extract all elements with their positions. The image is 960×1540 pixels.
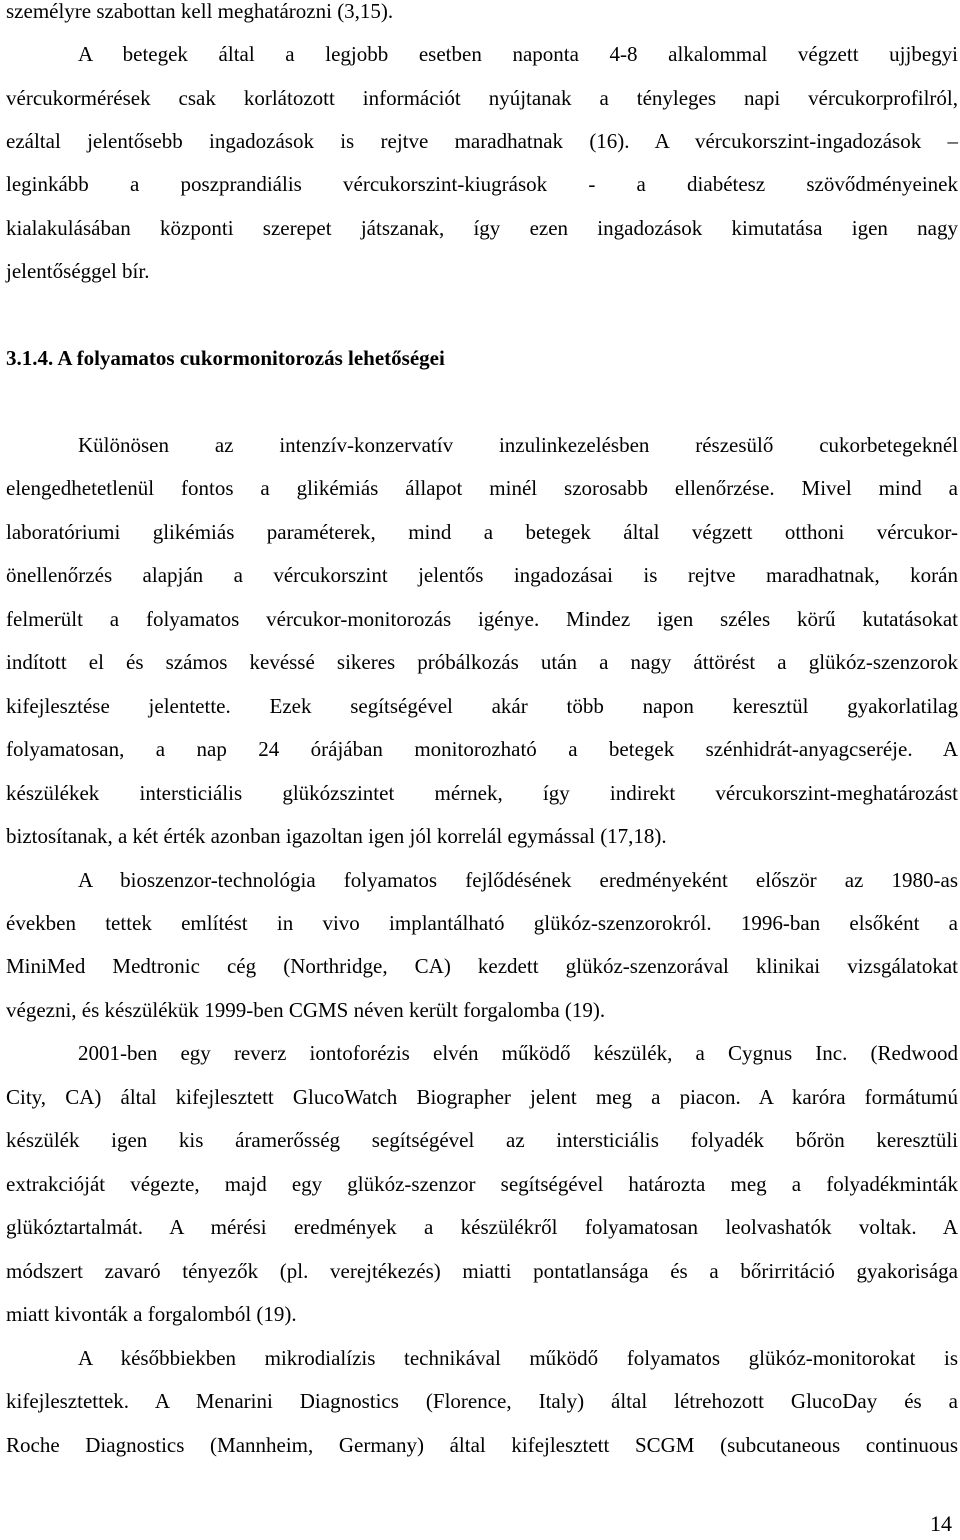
text-line: ezáltal jelentősebb ingadozások is rejtve maradhatnak (16). A vércukorszint-ingadozások – xyxy=(6,129,958,153)
text-line: készülék igen kis áramerősség segítségével az intersticiális folyadék bőrön keresztüli xyxy=(6,1128,958,1152)
text-line: kifejlesztése jelentette. Ezek segítségével akár több napon keresztül gyakorlatilag xyxy=(6,694,958,718)
text-line: A betegek által a legjobb esetben naponta 4-8 alkalommal végzett ujjbegyi xyxy=(78,42,958,66)
text-line: leginkább a poszprandiális vércukorszint-kiugrások - a diabétesz szövődményeinek xyxy=(6,172,958,196)
section-heading: 3.1.4. A folyamatos cukormonitorozás lehetőségei xyxy=(6,346,445,370)
text-line: években tettek említést in vivo implantálható glükóz-szenzorokról. 1996-ban elsőként a xyxy=(6,911,958,935)
text-line: folyamatosan, a nap 24 órájában monitorozható a betegek szénhidrát-anyagcseréje. A xyxy=(6,737,958,761)
text-line: készülékek intersticiális glükózszintet mérnek, így indirekt vércukorszint-meghatározást xyxy=(6,781,958,805)
text-line: A bioszenzor-technológia folyamatos fejlődésének eredményeként először az 1980-as xyxy=(78,868,958,892)
text-line: extrakcióját végezte, majd egy glükóz-szenzor segítségével határozta meg a folyadékminták xyxy=(6,1172,958,1196)
text-line: vércukormérések csak korlátozott információt nyújtanak a tényleges napi vércukorprofilról, xyxy=(6,86,958,110)
text-line: City, CA) által kifejlesztett GlucoWatch Biographer jelent meg a piacon. A karóra formátumú xyxy=(6,1085,958,1109)
text-line: önellenőrzés alapján a vércukorszint jelentős ingadozásai is rejtve maradhatnak, korán xyxy=(6,563,958,587)
text-line: A későbbiekben mikrodialízis technikával működő folyamatos glükóz-monitorokat is xyxy=(78,1346,958,1370)
text-line: kialakulásában központi szerepet játszanak, így ezen ingadozások kimutatása igen nagy xyxy=(6,216,958,240)
text-line: felmerült a folyamatos vércukor-monitorozás igénye. Mindez igen széles körű kutatásokat xyxy=(6,607,958,631)
text-line: 2001-ben egy reverz iontoforézis elvén működő készülék, a Cygnus Inc. (Redwood xyxy=(78,1041,958,1065)
text-line: személyre szabottan kell meghatározni (3,15). xyxy=(6,0,394,23)
text-line: jelentőséggel bír. xyxy=(6,259,150,283)
text-line: MiniMed Medtronic cég (Northridge, CA) kezdett glükóz-szenzorával klinikai vizsgálatokat xyxy=(6,954,958,978)
text-line: végezni, és készülékük 1999-ben CGMS néven került forgalomba (19). xyxy=(6,998,606,1022)
text-line: kifejlesztettek. A Menarini Diagnostics (Florence, Italy) által létrehozott GlucoDay és a xyxy=(6,1389,958,1413)
text-line: laboratóriumi glikémiás paraméterek, mind a betegek által végzett otthoni vércukor- xyxy=(6,520,958,544)
text-line: biztosítanak, a két érték azonban igazoltan igen jól korrelál egymással (17,18). xyxy=(6,824,667,848)
text-line: glükóztartalmát. A mérési eredmények a készülékről folyamatosan leolvashatók voltak. A xyxy=(6,1215,958,1239)
text-line: módszert zavaró tényezők (pl. verejtékezés) miatti pontatlansága és a bőrirritáció gyakorisága xyxy=(6,1259,958,1283)
text-line: elengedhetetlenül fontos a glikémiás állapot minél szorosabb ellenőrzése. Mivel mind a xyxy=(6,476,958,500)
text-line: Roche Diagnostics (Mannheim, Germany) által kifejlesztett SCGM (subcutaneous continuous xyxy=(6,1433,958,1457)
page-number: 14 xyxy=(930,1511,952,1536)
text-line: miatt kivonták a forgalomból (19). xyxy=(6,1302,297,1326)
text-line: Különösen az intenzív-konzervatív inzulinkezelésben részesülő cukorbetegeknél xyxy=(78,433,958,457)
text-line: indított el és számos kevéssé sikeres próbálkozás után a nagy áttörést a glükóz-szenzorok xyxy=(6,650,958,674)
